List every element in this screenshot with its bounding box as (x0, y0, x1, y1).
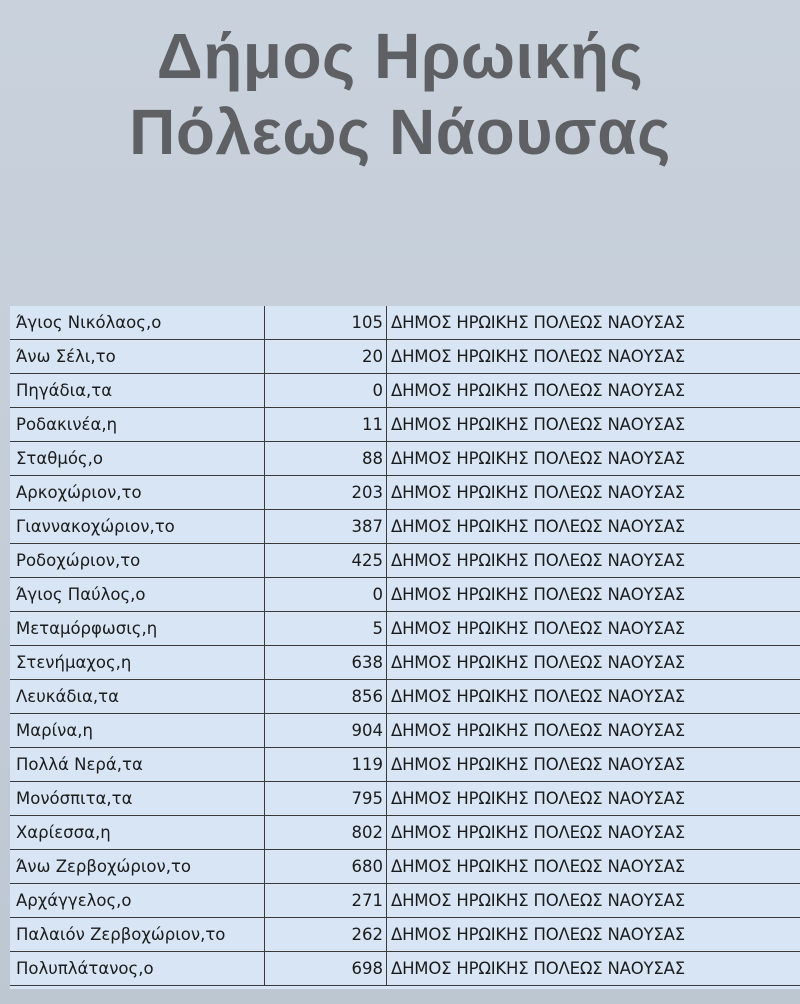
municipality-cell[interactable]: ΔΗΜΟΣ ΗΡΩΙΚΗΣ ΠΟΛΕΩΣ ΝΑΟΥΣΑΣ (387, 748, 800, 782)
municipality-cell[interactable]: ΔΗΜΟΣ ΗΡΩΙΚΗΣ ΠΟΛΕΩΣ ΝΑΟΥΣΑΣ (387, 408, 800, 442)
value-cell[interactable]: 0 (265, 578, 387, 612)
municipality-cell[interactable]: ΔΗΜΟΣ ΗΡΩΙΚΗΣ ΠΟΛΕΩΣ ΝΑΟΥΣΑΣ (387, 510, 800, 544)
table-row (10, 408, 800, 442)
page-title-line-2: Πόλεως Νάουσας (129, 96, 671, 168)
name-cell[interactable]: Χαρίεσσα,η (10, 816, 265, 850)
name-cell[interactable]: Αρχάγγελος,ο (10, 884, 265, 918)
name-cell[interactable]: Λευκάδια,τα (10, 680, 265, 714)
name-cell[interactable]: Μονόσπιτα,τα (10, 782, 265, 816)
table-row (10, 340, 800, 374)
value-cell[interactable]: 680 (265, 850, 387, 884)
name-cell[interactable]: Ροδακινέα,η (10, 408, 265, 442)
table-row (10, 782, 800, 816)
municipality-cell[interactable]: ΔΗΜΟΣ ΗΡΩΙΚΗΣ ΠΟΛΕΩΣ ΝΑΟΥΣΑΣ (387, 918, 800, 952)
name-cell[interactable]: Μεταμόρφωσις,η (10, 612, 265, 646)
table-row (10, 510, 800, 544)
value-cell[interactable]: 20 (265, 340, 387, 374)
name-cell[interactable]: Άνω Σέλι,το (10, 340, 265, 374)
name-cell[interactable]: Άγιος Παύλος,ο (10, 578, 265, 612)
name-cell[interactable]: Άνω Ζερβοχώριον,το (10, 850, 265, 884)
municipality-cell[interactable]: ΔΗΜΟΣ ΗΡΩΙΚΗΣ ΠΟΛΕΩΣ ΝΑΟΥΣΑΣ (387, 952, 800, 986)
name-cell[interactable]: Σταθμός,ο (10, 442, 265, 476)
municipality-cell[interactable]: ΔΗΜΟΣ ΗΡΩΙΚΗΣ ΠΟΛΕΩΣ ΝΑΟΥΣΑΣ (387, 340, 800, 374)
table-row (10, 544, 800, 578)
name-cell[interactable]: Πολλά Νερά,τα (10, 748, 265, 782)
table-row (10, 918, 800, 952)
name-cell[interactable]: Ροδοχώριον,το (10, 544, 265, 578)
spreadsheet (10, 306, 800, 989)
table-row (10, 442, 800, 476)
municipality-cell[interactable]: ΔΗΜΟΣ ΗΡΩΙΚΗΣ ΠΟΛΕΩΣ ΝΑΟΥΣΑΣ (387, 442, 800, 476)
page-title-line-1: Δήμος Ηρωικής (156, 20, 644, 92)
municipality-cell[interactable]: ΔΗΜΟΣ ΗΡΩΙΚΗΣ ΠΟΛΕΩΣ ΝΑΟΥΣΑΣ (387, 374, 800, 408)
value-cell[interactable]: 856 (265, 680, 387, 714)
value-cell[interactable]: 105 (265, 306, 387, 340)
municipality-cell[interactable]: ΔΗΜΟΣ ΗΡΩΙΚΗΣ ΠΟΛΕΩΣ ΝΑΟΥΣΑΣ (387, 680, 800, 714)
table-row (10, 374, 800, 408)
municipality-cell[interactable]: ΔΗΜΟΣ ΗΡΩΙΚΗΣ ΠΟΛΕΩΣ ΝΑΟΥΣΑΣ (387, 612, 800, 646)
name-cell[interactable]: Άγιος Νικόλαος,ο (10, 306, 265, 340)
table-row (10, 816, 800, 850)
value-cell[interactable]: 698 (265, 952, 387, 986)
value-cell[interactable]: 904 (265, 714, 387, 748)
table-row (10, 306, 800, 340)
table-row (10, 714, 800, 748)
table-row (10, 850, 800, 884)
name-cell[interactable]: Μαρίνα,η (10, 714, 265, 748)
name-cell[interactable]: Παλαιόν Ζερβοχώριον,το (10, 918, 265, 952)
table-row (10, 748, 800, 782)
municipality-cell[interactable]: ΔΗΜΟΣ ΗΡΩΙΚΗΣ ΠΟΛΕΩΣ ΝΑΟΥΣΑΣ (387, 476, 800, 510)
value-cell[interactable]: 88 (265, 442, 387, 476)
municipality-cell[interactable]: ΔΗΜΟΣ ΗΡΩΙΚΗΣ ΠΟΛΕΩΣ ΝΑΟΥΣΑΣ (387, 850, 800, 884)
municipality-cell[interactable]: ΔΗΜΟΣ ΗΡΩΙΚΗΣ ΠΟΛΕΩΣ ΝΑΟΥΣΑΣ (387, 544, 800, 578)
value-cell[interactable]: 802 (265, 816, 387, 850)
page-title (0, 18, 800, 170)
municipality-cell[interactable]: ΔΗΜΟΣ ΗΡΩΙΚΗΣ ΠΟΛΕΩΣ ΝΑΟΥΣΑΣ (387, 782, 800, 816)
table-row (10, 612, 800, 646)
municipality-cell[interactable]: ΔΗΜΟΣ ΗΡΩΙΚΗΣ ΠΟΛΕΩΣ ΝΑΟΥΣΑΣ (387, 306, 800, 340)
value-cell[interactable]: 425 (265, 544, 387, 578)
value-cell[interactable]: 119 (265, 748, 387, 782)
name-cell[interactable]: Αρκοχώριον,το (10, 476, 265, 510)
value-cell[interactable]: 203 (265, 476, 387, 510)
value-cell[interactable]: 795 (265, 782, 387, 816)
value-cell[interactable]: 638 (265, 646, 387, 680)
table-row (10, 884, 800, 918)
name-cell[interactable]: Στενήμαχος,η (10, 646, 265, 680)
table-row (10, 578, 800, 612)
table-row (10, 952, 800, 986)
municipality-cell[interactable]: ΔΗΜΟΣ ΗΡΩΙΚΗΣ ΠΟΛΕΩΣ ΝΑΟΥΣΑΣ (387, 714, 800, 748)
table-row (10, 680, 800, 714)
name-cell[interactable]: Πηγάδια,τα (10, 374, 265, 408)
value-cell[interactable]: 5 (265, 612, 387, 646)
value-cell[interactable]: 0 (265, 374, 387, 408)
table-row (10, 646, 800, 680)
municipality-cell[interactable]: ΔΗΜΟΣ ΗΡΩΙΚΗΣ ΠΟΛΕΩΣ ΝΑΟΥΣΑΣ (387, 884, 800, 918)
municipality-cell[interactable]: ΔΗΜΟΣ ΗΡΩΙΚΗΣ ΠΟΛΕΩΣ ΝΑΟΥΣΑΣ (387, 578, 800, 612)
value-cell[interactable]: 387 (265, 510, 387, 544)
name-cell[interactable]: Πολυπλάτανος,ο (10, 952, 265, 986)
value-cell[interactable]: 271 (265, 884, 387, 918)
municipality-cell[interactable]: ΔΗΜΟΣ ΗΡΩΙΚΗΣ ΠΟΛΕΩΣ ΝΑΟΥΣΑΣ (387, 816, 800, 850)
value-cell[interactable]: 11 (265, 408, 387, 442)
name-cell[interactable]: Γιαννακοχώριον,το (10, 510, 265, 544)
table-row (10, 476, 800, 510)
municipality-cell[interactable]: ΔΗΜΟΣ ΗΡΩΙΚΗΣ ΠΟΛΕΩΣ ΝΑΟΥΣΑΣ (387, 646, 800, 680)
value-cell[interactable]: 262 (265, 918, 387, 952)
data-table (10, 306, 800, 986)
